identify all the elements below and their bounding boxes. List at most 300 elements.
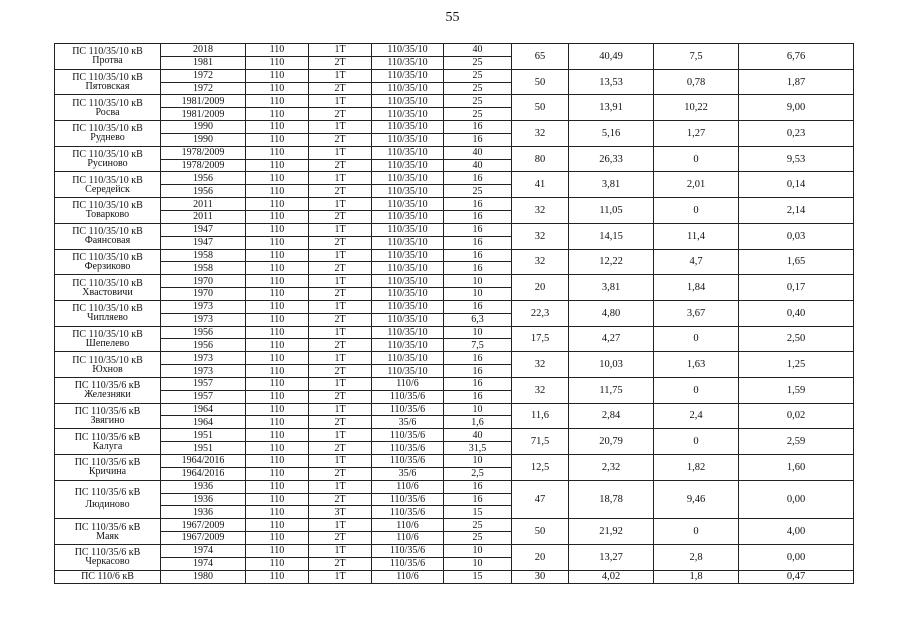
table-row (55, 198, 854, 211)
summary-c4-cell: 0,03 (739, 223, 854, 249)
summary-c1-cell: 32 (512, 223, 569, 249)
power-cell: 31,5 (444, 442, 512, 455)
year-cell: 1964 (161, 403, 246, 416)
transformer-number-cell: 1Т (309, 223, 372, 236)
voltage-cell: 110 (246, 467, 309, 480)
year-cell: 1973 (161, 300, 246, 313)
substation-place-cell: Фаянсовая (55, 236, 161, 249)
summary-c2-cell: 3,81 (569, 172, 654, 198)
summary-c3-cell: 9,46 (654, 480, 739, 519)
transformer-number-cell: 1Т (309, 352, 372, 365)
transformer-number-cell: 2Т (309, 159, 372, 172)
power-cell: 25 (444, 69, 512, 82)
year-cell: 1958 (161, 249, 246, 262)
voltage-cell: 110 (246, 532, 309, 545)
voltage-cell: 110 (246, 493, 309, 506)
summary-c2-cell: 10,03 (569, 352, 654, 378)
substation-name-cell: ПС 110/35/10 кВ (55, 146, 161, 159)
summary-c4-cell: 2,14 (739, 198, 854, 224)
transformer-number-cell: 1Т (309, 429, 372, 442)
power-cell: 1,6 (444, 416, 512, 429)
voltage-cell: 110 (246, 236, 309, 249)
substation-place-cell: Железняки (55, 390, 161, 403)
voltage-cell: 110 (246, 95, 309, 108)
power-cell: 16 (444, 480, 512, 493)
summary-c4-cell: 6,76 (739, 44, 854, 70)
transformer-type-cell: 110/35/10 (372, 185, 444, 198)
transformer-type-cell: 35/6 (372, 416, 444, 429)
voltage-cell: 110 (246, 416, 309, 429)
substation-place-cell: Русиново (55, 159, 161, 172)
voltage-cell: 110 (246, 570, 309, 583)
year-cell: 1978/2009 (161, 146, 246, 159)
power-cell: 16 (444, 300, 512, 313)
summary-c1-cell: 71,5 (512, 429, 569, 455)
transformer-type-cell: 110/35/10 (372, 339, 444, 352)
voltage-cell: 110 (246, 442, 309, 455)
substation-name-cell (55, 480, 161, 519)
summary-c4-cell: 0,17 (739, 275, 854, 301)
table-row (55, 429, 854, 442)
summary-c3-cell: 1,8 (654, 570, 739, 583)
summary-c3-cell: 2,8 (654, 544, 739, 570)
transformer-number-cell: 2Т (309, 467, 372, 480)
power-cell: 7,5 (444, 339, 512, 352)
year-cell: 1956 (161, 339, 246, 352)
substation-name-cell: ПС 110/35/10 кВ (55, 326, 161, 339)
table-row (55, 121, 854, 134)
summary-c4-cell: 0,47 (739, 570, 854, 583)
transformer-number-cell: 1Т (309, 455, 372, 468)
year-cell: 1980 (161, 570, 246, 583)
power-cell: 16 (444, 236, 512, 249)
transformer-type-cell: 110/35/10 (372, 198, 444, 211)
year-cell: 1951 (161, 429, 246, 442)
summary-c4-cell: 0,00 (739, 480, 854, 519)
transformer-type-cell: 110/35/10 (372, 326, 444, 339)
substation-place-cell: Товарково (55, 210, 161, 223)
transformer-number-cell: 1Т (309, 326, 372, 339)
transformer-number-cell: 1Т (309, 519, 372, 532)
summary-c1-cell: 80 (512, 146, 569, 172)
substation-name-cell: ПС 110/6 кВ (55, 570, 161, 583)
power-cell: 25 (444, 56, 512, 69)
summary-c4-cell: 1,87 (739, 69, 854, 95)
summary-c1-cell: 20 (512, 275, 569, 301)
transformer-type-cell: 110/35/10 (372, 249, 444, 262)
transformer-type-cell: 110/35/10 (372, 95, 444, 108)
year-cell: 1973 (161, 365, 246, 378)
voltage-cell: 110 (246, 519, 309, 532)
summary-c1-cell: 17,5 (512, 326, 569, 352)
table-row (55, 570, 854, 583)
power-cell: 6,3 (444, 313, 512, 326)
year-cell: 1964/2016 (161, 455, 246, 468)
voltage-cell: 110 (246, 146, 309, 159)
substation-name-cell: ПС 110/35/10 кВ (55, 198, 161, 211)
transformer-type-cell: 110/35/10 (372, 288, 444, 301)
summary-c2-cell: 4,02 (569, 570, 654, 583)
transformer-type-cell: 110/35/6 (372, 506, 444, 519)
transformer-number-cell: 1Т (309, 69, 372, 82)
summary-c2-cell: 12,22 (569, 249, 654, 275)
year-cell: 1970 (161, 275, 246, 288)
summary-c1-cell: 32 (512, 198, 569, 224)
transformer-number-cell: 1Т (309, 300, 372, 313)
summary-c3-cell: 0,78 (654, 69, 739, 95)
transformer-number-cell: 2Т (309, 390, 372, 403)
summary-c1-cell: 22,3 (512, 300, 569, 326)
voltage-cell: 110 (246, 544, 309, 557)
voltage-cell: 110 (246, 390, 309, 403)
table-row (55, 223, 854, 236)
summary-c1-cell: 32 (512, 249, 569, 275)
transformer-number-cell: 2Т (309, 108, 372, 121)
summary-c3-cell: 0 (654, 377, 739, 403)
transformer-number-cell: 2Т (309, 82, 372, 95)
transformer-number-cell: 2Т (309, 210, 372, 223)
transformer-type-cell: 110/35/10 (372, 56, 444, 69)
summary-c2-cell: 4,80 (569, 300, 654, 326)
year-cell: 1936 (161, 493, 246, 506)
transformer-number-cell: 1Т (309, 249, 372, 262)
substation-name-cell: ПС 110/35/10 кВ (55, 275, 161, 288)
voltage-cell: 110 (246, 133, 309, 146)
summary-c2-cell: 13,91 (569, 95, 654, 121)
substation-place-cell: Калуга (55, 442, 161, 455)
summary-c3-cell: 0 (654, 198, 739, 224)
voltage-cell: 110 (246, 455, 309, 468)
year-cell: 1967/2009 (161, 519, 246, 532)
summary-c2-cell: 13,53 (569, 69, 654, 95)
power-cell: 16 (444, 133, 512, 146)
voltage-cell: 110 (246, 480, 309, 493)
voltage-cell: 110 (246, 313, 309, 326)
year-cell: 1956 (161, 185, 246, 198)
summary-c2-cell: 14,15 (569, 223, 654, 249)
year-cell: 1990 (161, 121, 246, 134)
voltage-cell: 110 (246, 262, 309, 275)
transformer-type-cell: 110/6 (372, 480, 444, 493)
voltage-cell: 110 (246, 159, 309, 172)
summary-c3-cell: 2,01 (654, 172, 739, 198)
power-cell: 16 (444, 121, 512, 134)
power-cell: 25 (444, 185, 512, 198)
voltage-cell: 110 (246, 223, 309, 236)
page-number: 55 (445, 10, 460, 25)
table-row (55, 249, 854, 262)
summary-c2-cell: 40,49 (569, 44, 654, 70)
summary-c4-cell: 4,00 (739, 519, 854, 545)
year-cell: 1956 (161, 326, 246, 339)
summary-c1-cell: 32 (512, 352, 569, 378)
transformer-number-cell: 1Т (309, 146, 372, 159)
transformer-number-cell: 3Т (309, 506, 372, 519)
substation-name-cell: ПС 110/35/10 кВ (55, 44, 161, 57)
transformer-number-cell: 2Т (309, 365, 372, 378)
transformer-number-cell: 2Т (309, 56, 372, 69)
summary-c2-cell: 4,27 (569, 326, 654, 352)
voltage-cell: 110 (246, 121, 309, 134)
summary-c2-cell: 5,16 (569, 121, 654, 147)
transformer-number-cell: 1Т (309, 377, 372, 390)
transformer-type-cell: 110/35/6 (372, 442, 444, 455)
power-cell: 40 (444, 44, 512, 57)
summary-c1-cell: 47 (512, 480, 569, 519)
year-cell: 1981/2009 (161, 108, 246, 121)
summary-c4-cell: 9,00 (739, 95, 854, 121)
transformer-number-cell: 2Т (309, 313, 372, 326)
year-cell: 1970 (161, 288, 246, 301)
year-cell: 2018 (161, 44, 246, 57)
power-cell: 16 (444, 172, 512, 185)
summary-c3-cell: 7,5 (654, 44, 739, 70)
transformer-number-cell: 1Т (309, 403, 372, 416)
voltage-cell: 110 (246, 249, 309, 262)
table-row (55, 377, 854, 390)
summary-c2-cell: 20,79 (569, 429, 654, 455)
transformer-type-cell: 110/35/10 (372, 352, 444, 365)
transformer-number-cell: 1Т (309, 198, 372, 211)
year-cell: 1958 (161, 262, 246, 275)
transformer-type-cell: 110/35/10 (372, 108, 444, 121)
summary-c4-cell: 1,65 (739, 249, 854, 275)
summary-c1-cell: 50 (512, 95, 569, 121)
transformer-number-cell: 2Т (309, 339, 372, 352)
summary-c1-cell: 41 (512, 172, 569, 198)
power-cell: 10 (444, 326, 512, 339)
transformer-type-cell: 110/35/10 (372, 69, 444, 82)
year-cell: 1951 (161, 442, 246, 455)
power-cell: 40 (444, 429, 512, 442)
voltage-cell: 110 (246, 210, 309, 223)
transformer-number-cell: 2Т (309, 185, 372, 198)
transformer-number-cell: 2Т (309, 416, 372, 429)
substation-place-cell: Черкасово (55, 557, 161, 570)
transformer-type-cell: 110/35/6 (372, 544, 444, 557)
substation-name-cell: ПС 110/35/10 кВ (55, 95, 161, 108)
year-cell: 1936 (161, 506, 246, 519)
substation-name-cell: ПС 110/35/6 кВ (55, 429, 161, 442)
voltage-cell: 110 (246, 339, 309, 352)
year-cell: 1947 (161, 223, 246, 236)
substation-place-cell: Протва (55, 56, 161, 69)
transformer-type-cell: 110/35/6 (372, 390, 444, 403)
substation-place-cell: Маяк (55, 532, 161, 545)
transformer-number-cell: 2Т (309, 133, 372, 146)
voltage-cell: 110 (246, 44, 309, 57)
power-cell: 10 (444, 557, 512, 570)
summary-c3-cell: 0 (654, 146, 739, 172)
power-cell: 15 (444, 506, 512, 519)
voltage-cell: 110 (246, 429, 309, 442)
substation-name-cell: ПС 110/35/6 кВ (55, 519, 161, 532)
summary-c1-cell: 50 (512, 69, 569, 95)
summary-c1-cell: 32 (512, 377, 569, 403)
summary-c2-cell: 2,32 (569, 455, 654, 481)
power-cell: 16 (444, 249, 512, 262)
transformer-type-cell: 110/35/10 (372, 146, 444, 159)
summary-c1-cell: 32 (512, 121, 569, 147)
voltage-cell: 110 (246, 108, 309, 121)
year-cell: 1973 (161, 313, 246, 326)
table-row (55, 300, 854, 313)
power-cell: 10 (444, 275, 512, 288)
summary-c3-cell: 0 (654, 519, 739, 545)
substation-place-cell: Звягино (55, 416, 161, 429)
year-cell: 1957 (161, 377, 246, 390)
substation-table (54, 43, 854, 584)
voltage-cell: 110 (246, 506, 309, 519)
power-cell: 16 (444, 352, 512, 365)
summary-c3-cell: 0 (654, 326, 739, 352)
substation-name: ПС 110/35/6 кВ (74, 487, 141, 499)
summary-c1-cell: 12,5 (512, 455, 569, 481)
substation-place: Людиново (85, 499, 130, 511)
transformer-type-cell: 110/35/10 (372, 223, 444, 236)
power-cell: 16 (444, 377, 512, 390)
transformer-type-cell: 35/6 (372, 467, 444, 480)
substation-name-cell: ПС 110/35/6 кВ (55, 455, 161, 468)
substation-name-cell: ПС 110/35/10 кВ (55, 69, 161, 82)
substation-name-cell: ПС 110/35/10 кВ (55, 249, 161, 262)
transformer-type-cell: 110/35/10 (372, 262, 444, 275)
substation-name-cell: ПС 110/35/6 кВ (55, 544, 161, 557)
summary-c4-cell: 1,25 (739, 352, 854, 378)
summary-c3-cell: 11,4 (654, 223, 739, 249)
transformer-type-cell: 110/35/10 (372, 365, 444, 378)
transformer-number-cell: 1Т (309, 570, 372, 583)
summary-c4-cell: 1,59 (739, 377, 854, 403)
power-cell: 16 (444, 198, 512, 211)
year-cell: 1957 (161, 390, 246, 403)
table-row (55, 352, 854, 365)
table-row (55, 146, 854, 159)
substation-place-cell: Юхнов (55, 365, 161, 378)
substation-place-cell: Чипляево (55, 313, 161, 326)
substation-place-cell: Пятовская (55, 82, 161, 95)
voltage-cell: 110 (246, 275, 309, 288)
transformer-number-cell: 2Т (309, 532, 372, 545)
power-cell: 16 (444, 493, 512, 506)
power-cell: 10 (444, 288, 512, 301)
year-cell: 1972 (161, 69, 246, 82)
transformer-number-cell: 1Т (309, 480, 372, 493)
transformer-number-cell: 1Т (309, 121, 372, 134)
table-row (55, 544, 854, 557)
summary-c4-cell: 0,00 (739, 544, 854, 570)
power-cell: 25 (444, 95, 512, 108)
transformer-number-cell: 2Т (309, 442, 372, 455)
table-row (55, 275, 854, 288)
voltage-cell: 110 (246, 352, 309, 365)
year-cell: 1981 (161, 56, 246, 69)
voltage-cell: 110 (246, 377, 309, 390)
summary-c2-cell: 11,75 (569, 377, 654, 403)
transformer-number-cell: 2Т (309, 288, 372, 301)
power-cell: 25 (444, 532, 512, 545)
transformer-number-cell: 1Т (309, 95, 372, 108)
year-cell: 1973 (161, 352, 246, 365)
power-cell: 16 (444, 365, 512, 378)
table-row (55, 480, 854, 493)
table-row (55, 172, 854, 185)
voltage-cell: 110 (246, 82, 309, 95)
transformer-type-cell: 110/6 (372, 532, 444, 545)
substation-name-cell: ПС 110/35/6 кВ (55, 403, 161, 416)
power-cell: 40 (444, 159, 512, 172)
power-cell: 40 (444, 146, 512, 159)
table-row (55, 455, 854, 468)
transformer-type-cell: 110/35/10 (372, 44, 444, 57)
substation-place-cell: Середейск (55, 185, 161, 198)
transformer-number-cell: 1Т (309, 44, 372, 57)
summary-c4-cell: 0,02 (739, 403, 854, 429)
voltage-cell: 110 (246, 56, 309, 69)
power-cell: 25 (444, 519, 512, 532)
transformer-type-cell: 110/6 (372, 519, 444, 532)
year-cell: 1956 (161, 172, 246, 185)
year-cell: 1964/2016 (161, 467, 246, 480)
summary-c4-cell: 0,40 (739, 300, 854, 326)
substation-name-cell: ПС 110/35/10 кВ (55, 223, 161, 236)
table-row (55, 69, 854, 82)
transformer-type-cell: 110/35/10 (372, 313, 444, 326)
substation-name-cell: ПС 110/35/10 кВ (55, 121, 161, 134)
summary-c2-cell: 13,27 (569, 544, 654, 570)
summary-c3-cell: 4,7 (654, 249, 739, 275)
summary-c3-cell: 0 (654, 429, 739, 455)
summary-c2-cell: 3,81 (569, 275, 654, 301)
voltage-cell: 110 (246, 198, 309, 211)
power-cell: 16 (444, 223, 512, 236)
power-cell: 16 (444, 210, 512, 223)
transformer-type-cell: 110/35/10 (372, 159, 444, 172)
power-cell: 25 (444, 108, 512, 121)
summary-c3-cell: 3,67 (654, 300, 739, 326)
power-cell: 10 (444, 544, 512, 557)
year-cell: 1974 (161, 557, 246, 570)
transformer-number-cell: 2Т (309, 493, 372, 506)
table-row (55, 326, 854, 339)
power-cell: 10 (444, 455, 512, 468)
transformer-type-cell: 110/6 (372, 377, 444, 390)
year-cell: 1990 (161, 133, 246, 146)
year-cell: 1936 (161, 480, 246, 493)
transformer-type-cell: 110/35/10 (372, 275, 444, 288)
summary-c3-cell: 1,27 (654, 121, 739, 147)
substation-place-cell: Руднево (55, 133, 161, 146)
substation-name-cell: ПС 110/35/10 кВ (55, 300, 161, 313)
summary-c2-cell: 11,05 (569, 198, 654, 224)
substation-name-cell: ПС 110/35/6 кВ (55, 377, 161, 390)
substation-place-cell: Кричина (55, 467, 161, 480)
transformer-type-cell: 110/35/6 (372, 557, 444, 570)
transformer-number-cell: 1Т (309, 544, 372, 557)
transformer-number-cell: 1Т (309, 172, 372, 185)
summary-c4-cell: 0,23 (739, 121, 854, 147)
summary-c1-cell: 50 (512, 519, 569, 545)
voltage-cell: 110 (246, 172, 309, 185)
transformer-number-cell: 1Т (309, 275, 372, 288)
substation-name-cell: ПС 110/35/10 кВ (55, 172, 161, 185)
table-row (55, 519, 854, 532)
summary-c4-cell: 2,50 (739, 326, 854, 352)
substation-place-cell: Хвастовичи (55, 288, 161, 301)
summary-c3-cell: 1,63 (654, 352, 739, 378)
transformer-type-cell: 110/35/10 (372, 300, 444, 313)
power-cell: 15 (444, 570, 512, 583)
